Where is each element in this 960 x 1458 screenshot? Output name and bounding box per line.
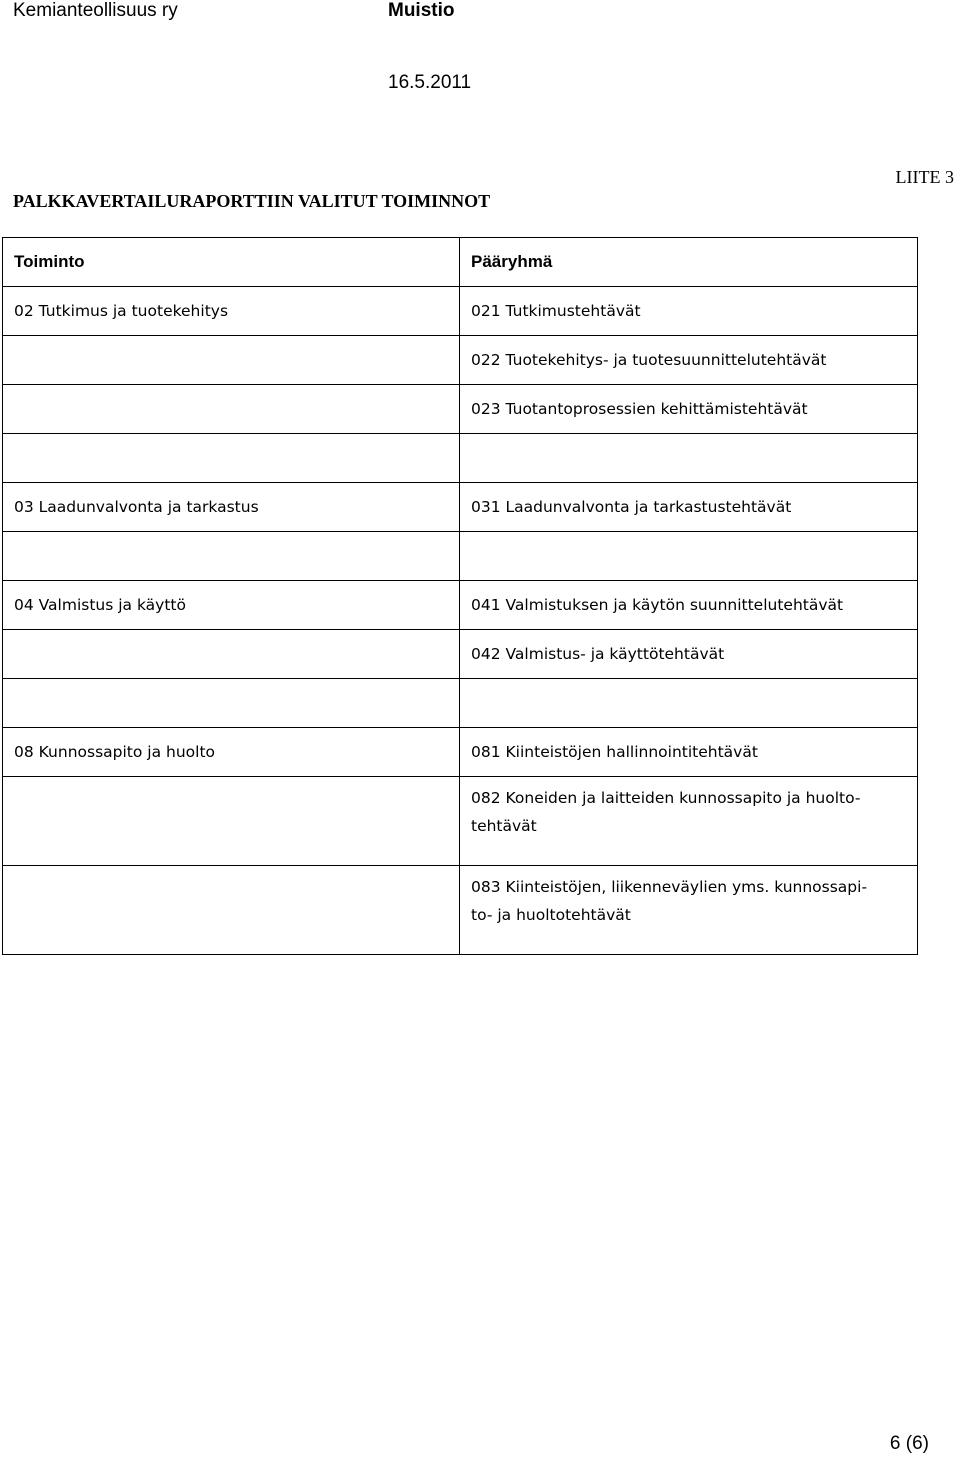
table-row: [3, 483, 918, 532]
table-row: [3, 385, 918, 434]
paaryhma-cell: 023 Tuotantoprosessien kehittämistehtävät: [460, 385, 918, 434]
paaryhma-cell: 041 Valmistuksen ja käytön suunnittelutehtävät: [460, 581, 918, 630]
toiminto-cell: 02 Tutkimus ja tuotekehitys: [3, 287, 460, 336]
empty-cell: [460, 679, 918, 728]
toiminto-cell: [3, 630, 460, 679]
empty-cell: [460, 434, 918, 483]
toiminto-cell: [3, 385, 460, 434]
organization-name: Kemianteollisuus ry: [13, 0, 178, 21]
table-row-spacer: [3, 679, 918, 728]
table-header-row: [3, 238, 918, 287]
document-date: 16.5.2011: [388, 72, 472, 93]
empty-cell: [3, 434, 460, 483]
page-title: PALKKAVERTAILURAPORTTIIN VALITUT TOIMINNOT: [13, 191, 491, 211]
table-row: [3, 777, 918, 866]
activities-table: [2, 237, 918, 955]
paaryhma-cell: 042 Valmistus- ja käyttötehtävät: [460, 630, 918, 679]
empty-cell: [3, 532, 460, 581]
toiminto-cell: [3, 777, 460, 866]
document-type: Muistio: [388, 0, 455, 21]
paaryhma-cell: 022 Tuotekehitys- ja tuotesuunnittelutehtävät: [460, 336, 918, 385]
toiminto-cell: 04 Valmistus ja käyttö: [3, 581, 460, 630]
paaryhma-cell: 031 Laadunvalvonta ja tarkastustehtävät: [460, 483, 918, 532]
page-number: 6 (6): [889, 1433, 929, 1454]
table-row-spacer: [3, 532, 918, 581]
toiminto-cell: [3, 336, 460, 385]
paaryhma-line: 083 Kiinteistöjen, liikenneväylien yms. kunnossapi-: [471, 878, 868, 896]
attachment-label: LIITE 3: [895, 167, 954, 187]
header-toiminto: Toiminto: [3, 238, 460, 287]
paaryhma-line: tehtävät: [471, 817, 537, 835]
empty-cell: [460, 532, 918, 581]
table-row: [3, 728, 918, 777]
table-row: [3, 866, 918, 955]
header-paaryhma: Pääryhmä: [460, 238, 918, 287]
paaryhma-line: 082 Koneiden ja laitteiden kunnossapito ja huolto-: [471, 789, 861, 807]
toiminto-cell: 03 Laadunvalvonta ja tarkastus: [3, 483, 460, 532]
toiminto-cell: [3, 866, 460, 955]
paaryhma-cell-multiline: [460, 866, 918, 955]
paaryhma-cell: 081 Kiinteistöjen hallinnointitehtävät: [460, 728, 918, 777]
table-row: [3, 581, 918, 630]
table-row: [3, 287, 918, 336]
toiminto-cell: 08 Kunnossapito ja huolto: [3, 728, 460, 777]
table-row: [3, 630, 918, 679]
empty-cell: [3, 679, 460, 728]
table-row: [3, 336, 918, 385]
paaryhma-cell-multiline: [460, 777, 918, 866]
paaryhma-line: to- ja huoltotehtävät: [471, 906, 631, 924]
paaryhma-cell: 021 Tutkimustehtävät: [460, 287, 918, 336]
table-row-spacer: [3, 434, 918, 483]
